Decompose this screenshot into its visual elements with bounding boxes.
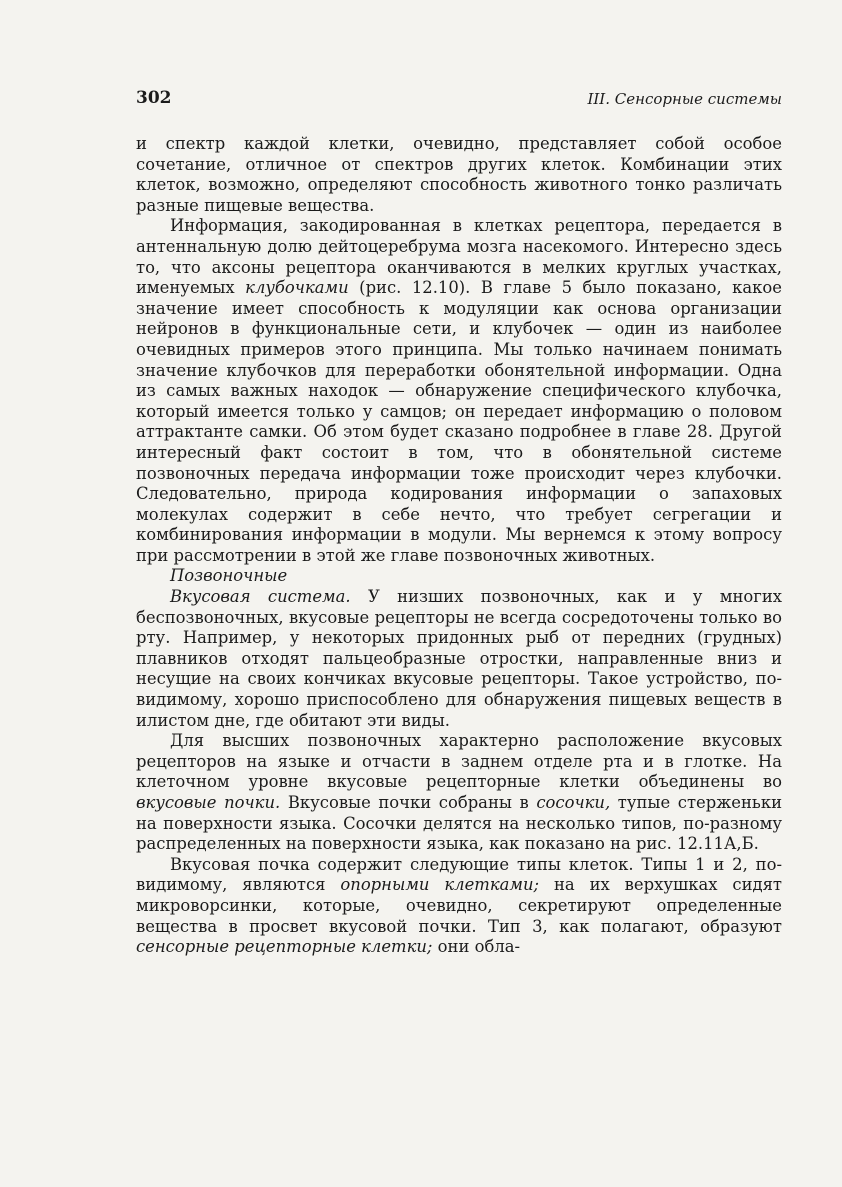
page-number: 302 (136, 88, 172, 108)
emphasis-term: клубочками (245, 278, 349, 298)
emphasis-term: Вкусовая система. (170, 587, 351, 607)
emphasis-term: сосочки, (536, 793, 611, 812)
paragraph-cell-types (136, 855, 782, 958)
running-title: III. Сенсорные системы (587, 90, 782, 108)
text-run: У низших позвоночных, как и у многих беспозвоночных, вкусовые рецепторы не всегда сосредоточены только во рту. Например, у некоторых придонных рыб от передних (грудных) плавников отходят пальцеобразные отростки, направленные вниз и несущие на своих кончиках вкусовые рецепторы. Такое устройство, по-видимому, хорошо приспособлено для обнаружения пищевых веществ в илистом дне, где обитают эти виды. (136, 587, 782, 730)
text-run: тупые стерженьки на поверхности языка. Сосочки делятся на несколько типов, по-разному распределенных на поверхности языка, как показано на рис. 12.11А,Б. (136, 793, 783, 854)
text-run: Информация, закодированная в клетках рецептора, передается в антеннальную долю дейтоцеребрума мозга насекомого. Интересно здесь то, что аксоны рецептора оканчиваются в мелких круглых участках, именуемых (136, 216, 782, 298)
emphasis-term: опорными клетками; (340, 875, 540, 895)
paragraph-taste-buds (136, 731, 782, 855)
text-run: и спектр каждой клетки, очевидно, представляет собой особое сочетание, отличное от спектров других клеток. Комбинации этих клеток, возможно, определяют способность животного тонко различать разные пищевые вещества. (136, 134, 782, 215)
page-header (136, 88, 782, 112)
text-run: они обла- (432, 937, 521, 957)
section-heading: Позвоночные (170, 566, 288, 586)
text-run: на их верхушках сидят микроворсинки, которые, очевидно, секретируют определенные вещества в просвет вкусовой почки. Тип 3, как полагают, образуют (136, 875, 782, 936)
emphasis-term: сенсорные рецепторные клетки; (136, 937, 433, 957)
body-text (136, 134, 782, 958)
text-run: (рис. 12.10). В главе 5 было показано, какое значение имеет способность к модуляции как основа организации нейронов в функциональные сети, и клубочек — один из наиболее очевидных примеров этого принципа. Мы только начинаем понимать значение клубочков для переработки обонятельной информации. Одна из самых важных находок — обнаружение специфического клубочка, который имеется только у самцов; он передает информацию о половом аттрактанте самки. Об этом будет сказано подробнее в главе 28. Другой интересный факт состоит в том, что в обонятельной системе позвоночных передача информации тоже происходит через клубочки. Следовательно, природа кодирования информации о запаховых молекулах содержит в себе нечто, что требует сегрегации и комбинирования информации в модули. Мы вернемся к этому вопросу при рассмотрении в этой же главе позвоночных животных. (136, 278, 782, 565)
paragraph-taste-system (136, 587, 782, 731)
text-run: Вкусовые почки собраны в (280, 793, 537, 812)
paragraph-continuation (136, 134, 782, 216)
text-run: Вкусовая почка содержит следующие типы клеток. Типы 1 и 2, по-видимому, являются (136, 854, 782, 895)
emphasis-term: вкусовые почки. (136, 793, 281, 812)
paragraph-glomeruli (136, 216, 782, 566)
text-run: Для высших позвоночных характерно расположение вкусовых рецепторов на языке и отчасти в заднем отделе рта и в глотке. На клеточном уровне вкусовые рецепторные клетки объединены во (136, 731, 782, 792)
